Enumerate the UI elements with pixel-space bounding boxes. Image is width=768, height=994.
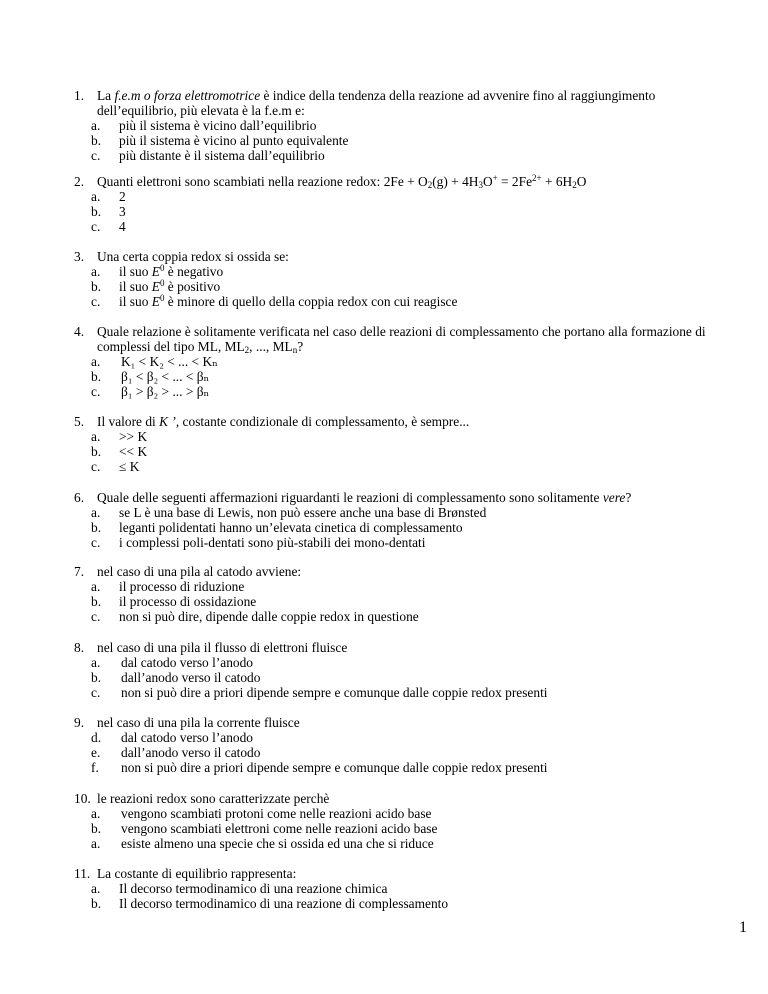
question-text: La costante di equilibrio rappresenta: <box>97 866 297 881</box>
option-b: b. << K <box>91 444 148 459</box>
question-number: 8. <box>74 640 85 655</box>
question-number: 11. <box>74 866 91 881</box>
option-b: b. leganti polidentati hanno un’elevata cinetica di complessamento <box>91 520 463 535</box>
option-f: f. non si può dire a priori dipende sempre e comunque dalle coppie redox presenti <box>91 760 548 775</box>
question-7 <box>74 564 714 624</box>
question-text: Quale delle seguenti affermazioni riguardanti le reazioni di complessamento sono solitamente vere? <box>97 490 632 505</box>
question-text: Quanti elettroni sono scambiati nella reazione redox: $2Fe + O_2(g) + 4H_3O^+ = 2Fe^{2+} + 6H_2O$ <box>97 173 587 190</box>
question-text: Una certa coppia redox si ossida se: <box>97 249 289 264</box>
option-a: a. dal catodo verso l’anodo <box>91 655 254 670</box>
question-text: le reazioni redox sono caratterizzate perchè <box>97 791 330 806</box>
question-number: 6. <box>74 490 85 505</box>
question-number: 2. <box>74 174 85 189</box>
question-text: nel caso di una pila la corrente fluisce <box>97 715 300 730</box>
option-c: c. i complessi poli-dentati sono più-stabili dei mono-dentati <box>91 535 426 550</box>
option-b: b. 3 <box>91 204 126 219</box>
question-10 <box>74 791 714 851</box>
option-b: b. il processo di ossidazione <box>91 594 257 609</box>
redox-equation: $2Fe + O_2(g) + 4H_3O^+ = 2Fe^{2+} + 6H_2O$ <box>380 173 587 190</box>
question-number: 1. <box>74 88 85 103</box>
option-c: c. non si può dire a priori dipende sempre e comunque dalle coppie redox presenti <box>91 685 548 700</box>
question-text: nel caso di una pila al catodo avviene: <box>97 564 302 579</box>
option-b: b. vengono scambiati elettroni come nelle reazioni acido base <box>91 821 438 836</box>
question-number: 7. <box>74 564 85 579</box>
question-number: 4. <box>74 324 85 339</box>
question-3 <box>74 249 714 309</box>
option-c: c. 4 <box>91 219 126 234</box>
option-a: a. K₁ < K₂ < ... < Kₙ <box>91 354 218 369</box>
option-a: a. Il decorso termodinamico di una reazione chimica <box>91 881 388 896</box>
page-number: 1 <box>739 919 747 936</box>
question-text: Il valore di K ’, costante condizionale di complessamento, è sempre... <box>97 414 470 429</box>
option-a: a. se L è una base di Lewis, non può essere anche una base di Brønsted <box>91 505 487 520</box>
question-number: 5. <box>74 414 85 429</box>
option-c: c. ≤ K <box>91 459 140 474</box>
option-a: a. >> K <box>91 429 148 444</box>
option-c: c. il suo $E^0$ è minore di quello della coppia redox con cui reagisce <box>91 293 458 309</box>
option-a: a. il suo $E^0$ è negativo <box>91 263 224 279</box>
option-c: c. più distante è il sistema dall’equilibrio <box>91 148 325 163</box>
question-6 <box>74 490 714 550</box>
question-number: 3. <box>74 249 85 264</box>
option-a: a. 2 <box>91 189 126 204</box>
option-a2: a. esiste almeno una specie che si ossida ed una che si riduce <box>91 836 434 851</box>
question-text: nel caso di una pila il flusso di elettroni fluisce <box>97 640 348 655</box>
question-number: 10. <box>74 791 91 806</box>
question-1 <box>74 88 714 163</box>
question-text: La f.e.m o forza elettromotrice è indice della tendenza della reazione ad avvenire fino al raggiungimento dell’equilibrio, più elevata è la f.e.m e: <box>97 88 656 118</box>
option-a: a. il processo di riduzione <box>91 579 245 594</box>
question-4 <box>74 324 714 399</box>
option-c: c. β₁ > β₂ > ... > βₙ <box>91 384 210 399</box>
option-c: c. non si può dire, dipende dalle coppie redox in questione <box>91 609 419 624</box>
question-5 <box>74 414 714 474</box>
question-2 <box>74 174 714 234</box>
question-text: Quale relazione è solitamente verificata nel caso delle reazioni di complessamento che portano alla formazione di complessi del tipo ML, $ML_2$, ..., $ML_n$? <box>97 324 706 355</box>
option-e: e. dall’anodo verso il catodo <box>91 745 261 760</box>
option-d: d. dal catodo verso l’anodo <box>91 730 254 745</box>
question-11 <box>74 866 714 911</box>
option-a: a. più il sistema è vicino dall’equilibrio <box>91 118 317 133</box>
option-b: b. più il sistema è vicino al punto equivalente <box>91 133 349 148</box>
option-a: a. vengono scambiati protoni come nelle reazioni acido base <box>91 806 432 821</box>
option-b: b. il suo $E^0$ è positivo <box>91 278 221 294</box>
question-number: 9. <box>74 715 85 730</box>
option-b: b. dall’anodo verso il catodo <box>91 670 261 685</box>
option-b: b. Il decorso termodinamico di una reazione di complessamento <box>91 896 449 911</box>
question-8 <box>74 640 714 700</box>
question-9 <box>74 715 714 775</box>
option-b: b. β₁ < β₂ < ... < βₙ <box>91 369 210 384</box>
